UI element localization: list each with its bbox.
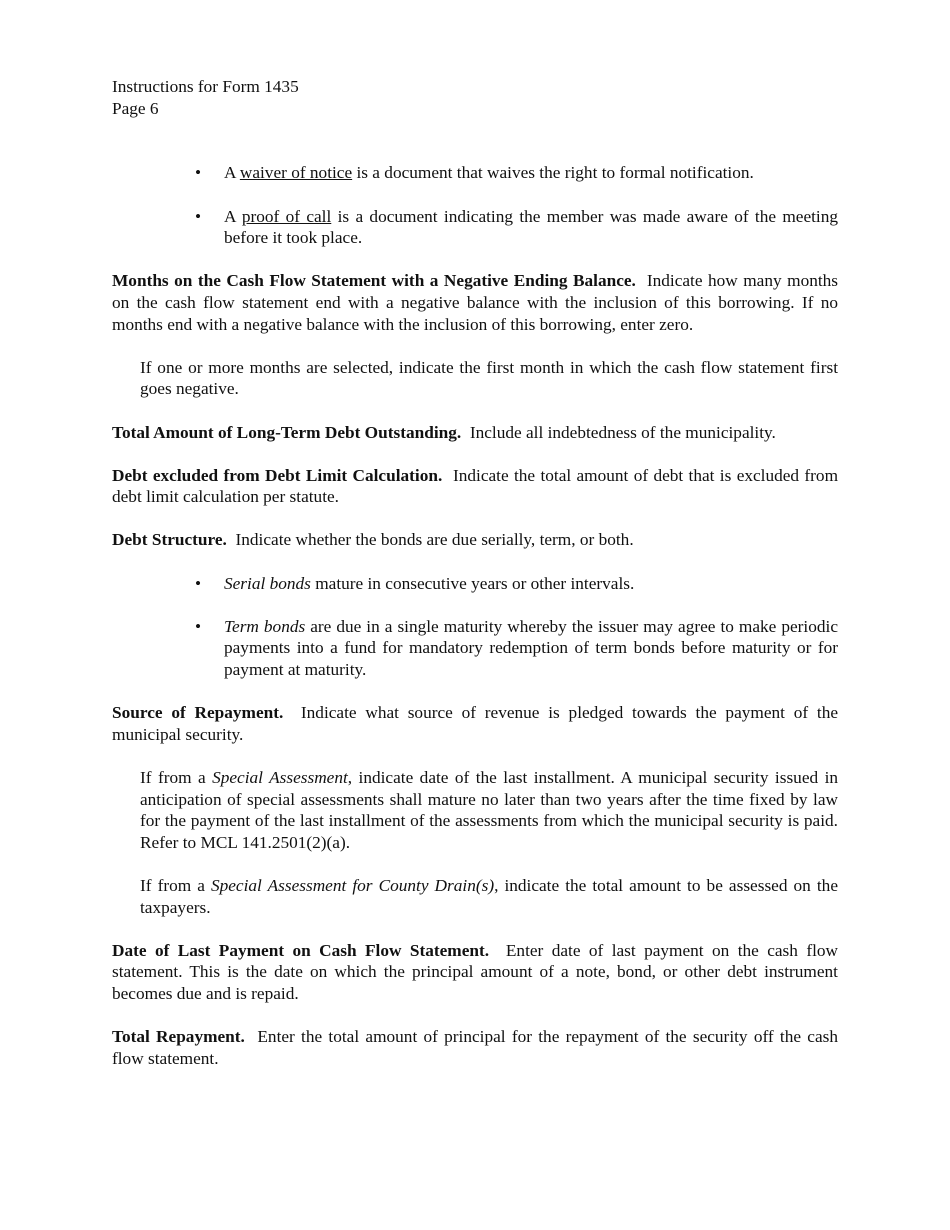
defined-term: Special Assessment for County Drain(s) (210, 875, 495, 895)
form-title: Instructions for Form 1435 (112, 77, 299, 96)
defined-term: Serial bonds (224, 573, 311, 593)
defined-term: proof of call (241, 206, 332, 226)
page-number: Page 6 (112, 98, 159, 118)
section-total-debt: Total Amount of Long-Term Debt Outstanding. Include all indebtedness of the municipality. (112, 422, 776, 442)
bond-types-list (112, 573, 838, 681)
bullet-icon: • (195, 616, 202, 636)
document-page (112, 76, 838, 1069)
section-heading: Debt excluded from Debt Limit Calculation. (112, 465, 443, 485)
list-item: • Term bonds are due in a single maturity whereby the issuer may agree to make periodic payments into a fund for mandatory redemption of term bonds before maturity or for payment at maturity. (195, 616, 838, 680)
section-source-repayment: Source of Repayment. Indicate what source of revenue is pledged towards the payment of the municipal security. (112, 703, 839, 744)
special-assessment-note: If from a Special Assessment, indicate date of the last installment. A municipal security issued in anticipation of special assessments shall mature no later than two years after the time fixed by law for the payment of the last installment of the assessments from which the municipal security is paid. Refer to MCL 141.2501(2)(a). (140, 768, 839, 852)
section-debt-structure: Debt Structure. Indicate whether the bonds are due serially, term, or both. (112, 530, 634, 550)
section-last-payment: Date of Last Payment on Cash Flow Statement. Enter date of last payment on the cash flow statement. This is the date on which the principal amount of a note, bond, or other debt instrument becomes due and is repaid. (112, 940, 838, 1003)
section-debt-excluded: Debt excluded from Debt Limit Calculation. Indicate the total amount of debt that is excluded from debt limit calculation per statute. (112, 465, 839, 507)
section-months-negative: Months on the Cash Flow Statement with a Negative Ending Balance. Indicate how many months on the cash flow statement end with a negative balance with the inclusion of this borrowing. If no months end with a negative balance with the inclusion of this borrowing, enter zero. (112, 271, 839, 334)
defined-term: Term bonds (224, 616, 306, 636)
section-heading: Total Repayment. (112, 1027, 245, 1047)
bullet-icon: • (195, 573, 202, 593)
defined-term: Special Assessment (212, 768, 348, 787)
list-item: • Serial bonds mature in consecutive years or other intervals. (195, 573, 635, 593)
notice-definitions-list (112, 162, 838, 248)
months-negative-note: If one or more months are selected, indicate the first month in which the cash flow statement first goes negative. (140, 357, 838, 399)
county-drain-note: If from a Special Assessment for County Drain(s), indicate the total amount to be assessed on the taxpayers. (140, 875, 838, 917)
section-heading: Source of Repayment. (112, 703, 284, 723)
defined-term: waiver of notice (239, 163, 353, 183)
bullet-icon: • (195, 206, 202, 226)
page-header (112, 76, 838, 119)
list-item: • A waiver of notice is a document that waives the right to formal notification. (195, 163, 754, 183)
section-heading: Total Amount of Long-Term Debt Outstanding. (112, 422, 462, 442)
section-heading: Debt Structure. (112, 530, 227, 550)
section-total-repayment: Total Repayment. Enter the total amount of principal for the repayment of the security off the cash flow statement. (112, 1027, 838, 1068)
bullet-icon: • (195, 163, 202, 183)
list-item: • A proof of call is a document indicating the member was made aware of the meeting before it took place. (195, 206, 839, 248)
section-heading: Date of Last Payment on Cash Flow Statement. (112, 940, 490, 960)
section-heading: Months on the Cash Flow Statement with a Negative Ending Balance. (112, 271, 636, 291)
